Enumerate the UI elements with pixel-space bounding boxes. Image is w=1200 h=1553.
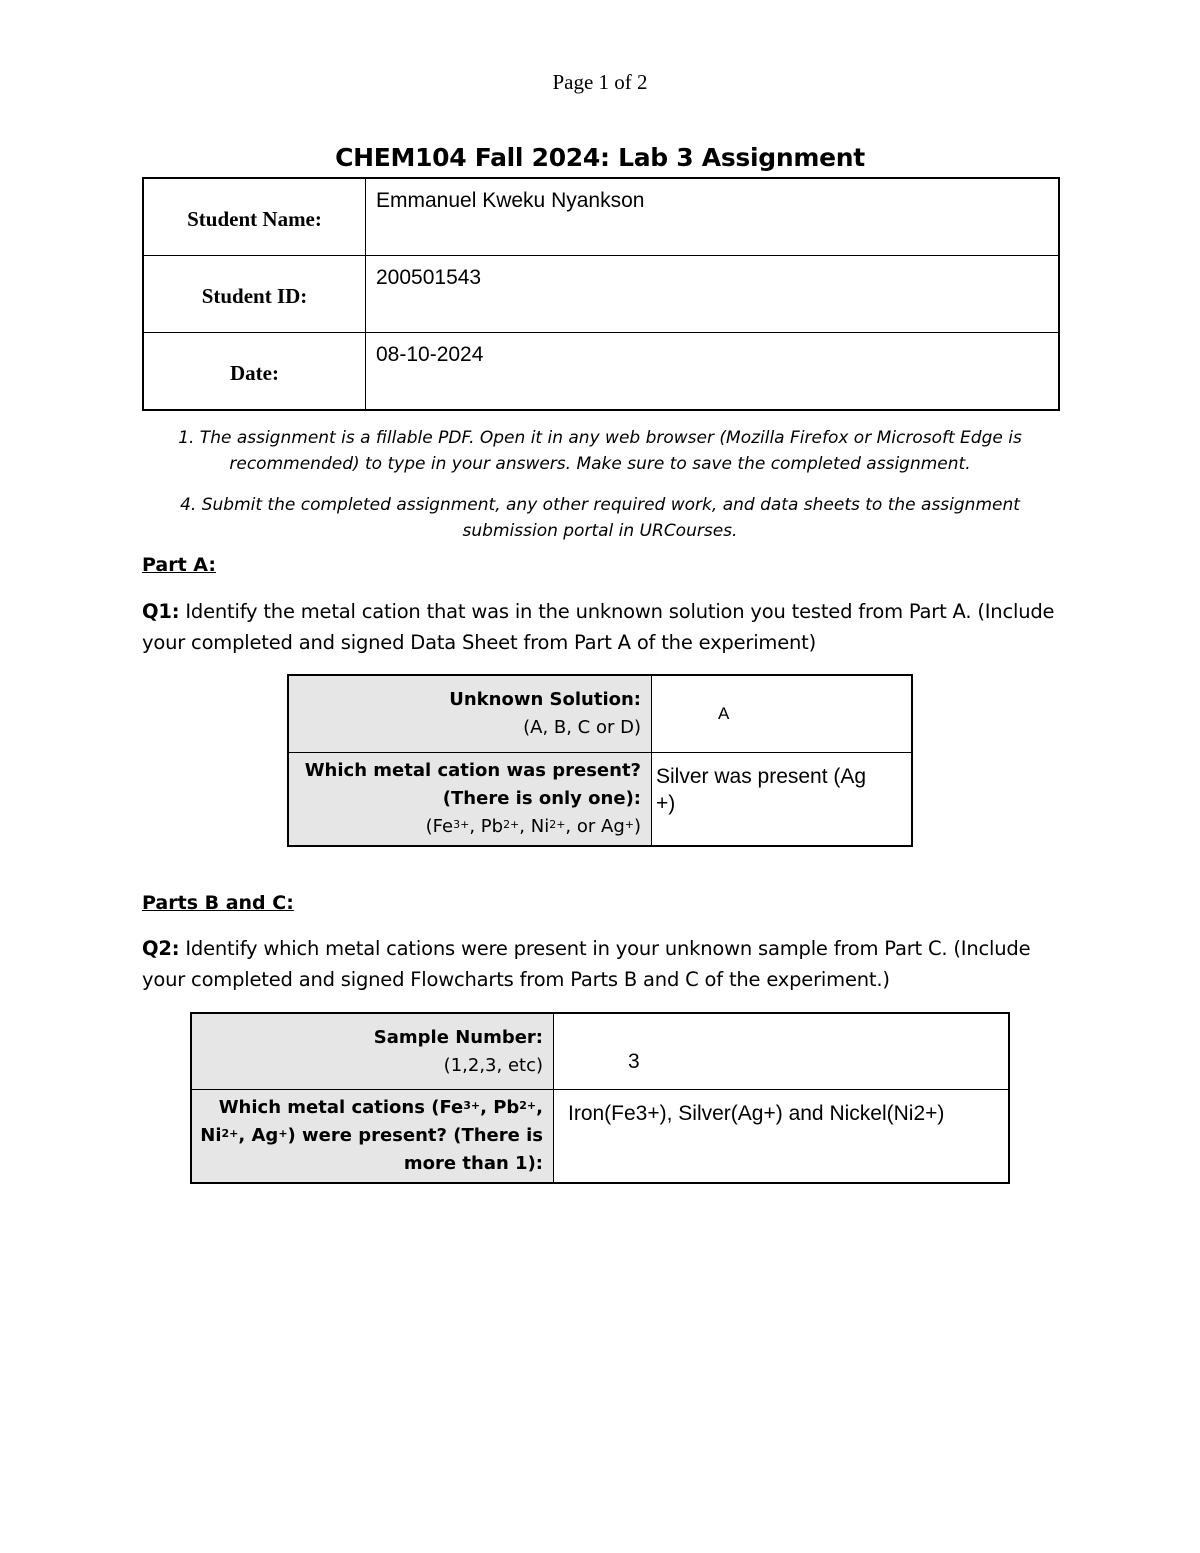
q2-label: Q2: [142,937,180,960]
q2-sample-row [191,1013,1009,1090]
page-number: Page 1 of 2 [552,70,648,94]
student-id-row [143,256,1059,333]
unknown-solution-options: (A, B, C or D) [523,717,641,738]
fe-symbol: Fe [432,816,454,837]
unknown-solution-field[interactable]: A [652,675,913,753]
fe-charge-2: 3+ [463,1099,481,1112]
cation-question-line1: Which metal cation was present? [304,760,641,781]
fe-charge: 3+ [453,818,470,831]
ni-charge: 2+ [549,818,566,831]
part-a-heading: Part A: [142,554,216,576]
student-name-label: Student Name: [143,178,366,256]
cation-question-line2: (There is only one): [442,788,641,809]
q1-text: Identify the metal cation that was in the unknown solution you tested from Part A. (Include your completed and signed Data Sheet from Part A of the experiment) [142,600,1055,654]
cations-present-label: Which metal cations ($Fe^{3+}$, $Pb^{2+}$, $Ni^{2+}$, Ag+) were present? (There is more than 1): [191,1090,554,1184]
ag-charge: + [624,818,634,831]
ni-symbol-2: Ni [200,1125,222,1146]
student-info-table [142,177,1060,411]
sample-number-title: Sample Number: [373,1026,543,1048]
q1-cation-row [288,753,912,847]
pb-symbol-2: Pb [493,1097,520,1118]
cation-present-field[interactable]: Silver was present (Ag +) [652,753,913,847]
unknown-solution-label [288,675,652,753]
sample-number-label [191,1013,554,1090]
cations-question-end: ) were present? (There is more than 1): [287,1125,543,1174]
instruction-note-1: 1. The assignment is a fillable PDF. Open it in any web browser (Mozilla Firefox or Microsoft Edge is recommended) to type in your answers. Make sure to save the completed assignment. [178,428,1022,474]
pb-charge-2: 2+ [519,1099,537,1112]
sample-number-field[interactable]: 3 [554,1013,1010,1090]
ni-symbol: Ni [530,816,550,837]
document-title: CHEM104 Fall 2024: Lab 3 Assignment [335,143,865,172]
q1-unknown-row [288,675,912,753]
date-field[interactable]: 08-10-2024 [366,333,1060,411]
cations-present-field[interactable]: Iron(Fe3+), Silver(Ag+) and Nickel(Ni2+) [554,1090,1010,1184]
student-id-field[interactable]: 200501543 [366,256,1060,333]
date-label: Date: [143,333,366,411]
parts-bc-heading: Parts B and C: [142,892,294,914]
student-name-field[interactable]: Emmanuel Kweku Nyankson [366,178,1060,256]
ni-charge-2: 2+ [221,1127,239,1140]
q1-label: Q1: [142,600,180,623]
fe-symbol-2: Fe [439,1097,464,1118]
date-row [143,333,1059,411]
cations-question-start: Which metal cations ( [218,1097,440,1118]
q1-answer-table [287,674,913,847]
unknown-solution-title: Unknown Solution: [449,689,641,710]
q2-answer-table [190,1012,1010,1184]
ag-symbol: Ag [601,816,625,837]
instruction-note-4: 4. Submit the completed assignment, any other required work, and data sheets to the assignment submission portal in URCourses. [180,495,1020,541]
q2-cations-row [191,1090,1009,1184]
student-name-row [143,178,1059,256]
question-2 [142,933,1072,995]
question-1 [142,596,1072,658]
ag-charge-2: + [278,1127,288,1140]
student-id-label: Student ID: [143,256,366,333]
cation-options: ($Fe^{3+}$, $Pb^{2+}$, $Ni^{2+}$, or Ag+) [425,816,641,837]
q2-text: Identify which metal cations were present in your unknown sample from Part C. (Include your completed and signed Flowcharts from Parts B and C of the experiment.) [142,937,1031,991]
sample-number-options: (1,2,3, etc) [443,1054,543,1076]
pb-charge: 2+ [503,818,520,831]
ag-symbol-2: Ag [251,1125,279,1146]
pb-symbol: Pb [480,816,504,837]
cation-present-label [288,753,652,847]
